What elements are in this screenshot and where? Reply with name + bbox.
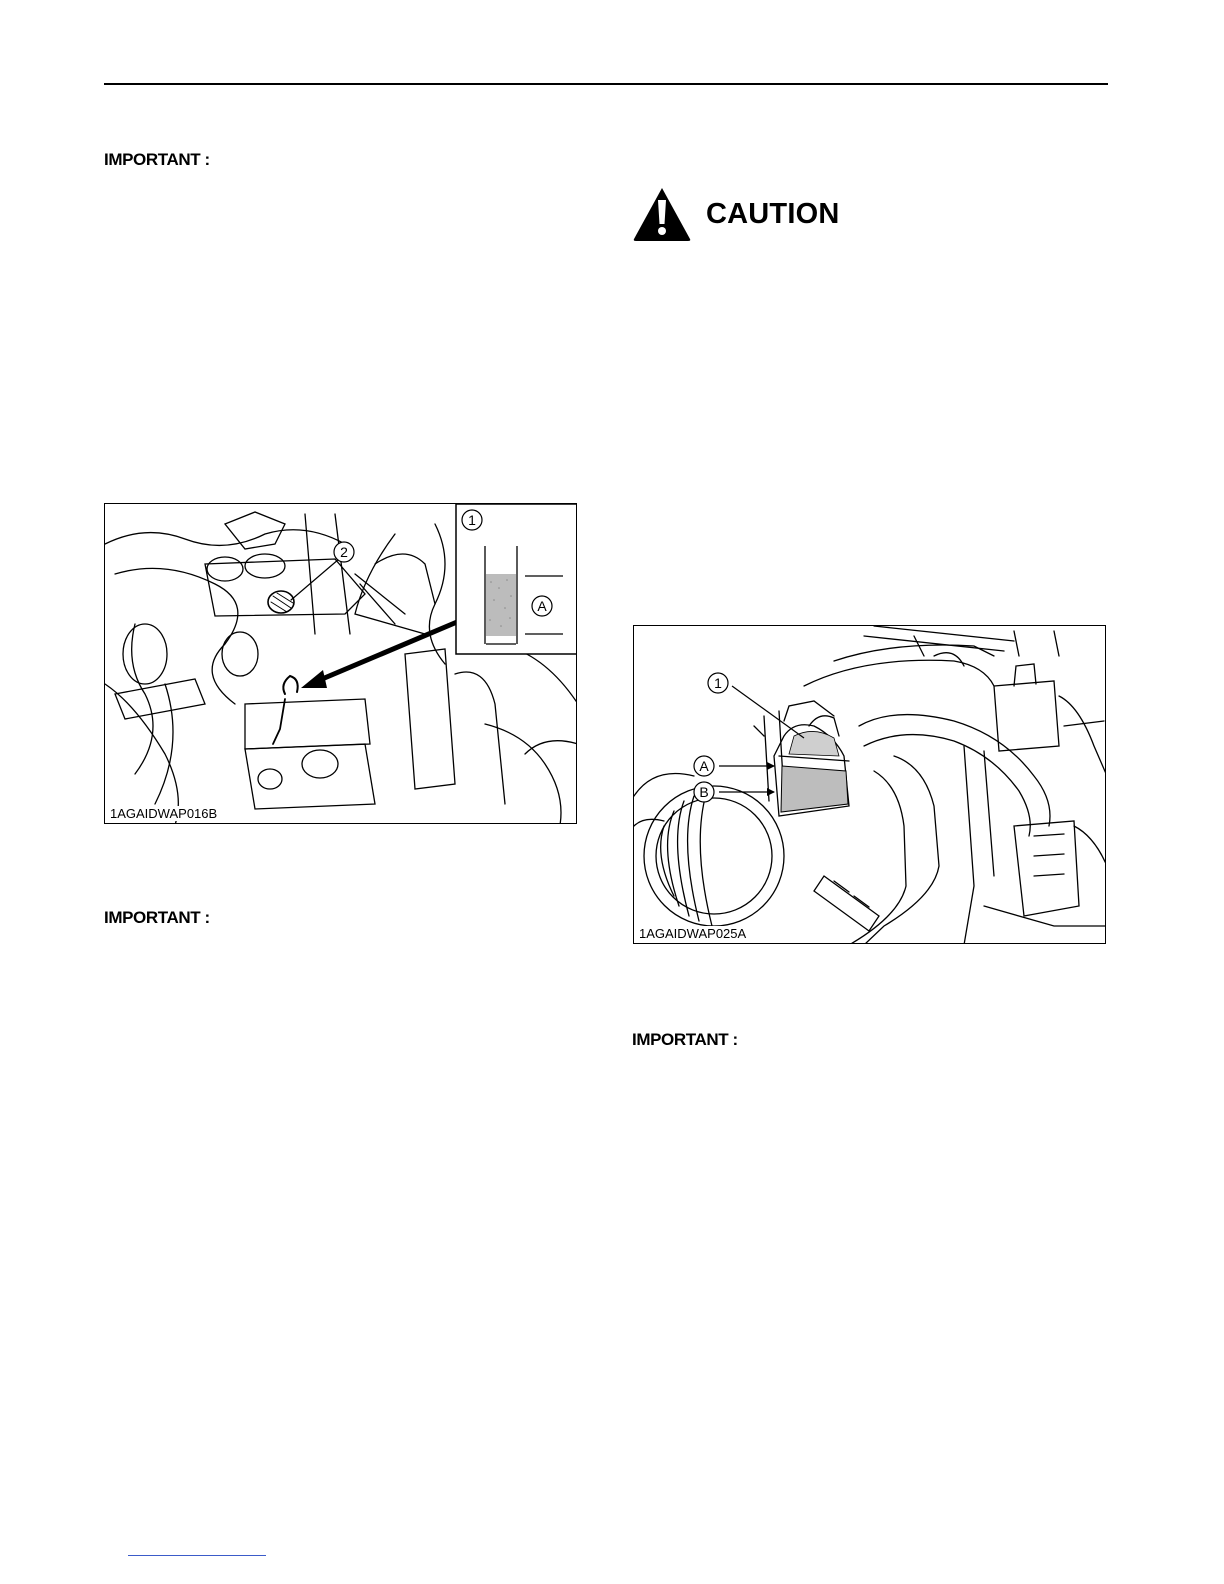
figure-1-code: 1AGAIDWAP016B — [110, 806, 220, 821]
callout-2: 2 — [340, 544, 348, 560]
figure-radiator-coolant-level — [633, 625, 1106, 944]
important-heading-1: IMPORTANT : — [104, 150, 210, 169]
footer-link-underline[interactable] — [128, 1555, 266, 1556]
figure-1-illustration — [105, 504, 577, 824]
callout-1: 1 — [468, 512, 476, 528]
callout-b: B — [699, 784, 709, 800]
figure-2-code: 1AGAIDWAP025A — [639, 926, 749, 941]
important-heading-3: IMPORTANT : — [632, 1030, 738, 1049]
warning-triangle-icon — [632, 186, 692, 242]
figure-transmission-oil-level — [104, 503, 577, 824]
important-heading-2: IMPORTANT : — [104, 908, 210, 927]
caution-heading: CAUTION — [706, 197, 840, 230]
callout-1: 1 — [714, 675, 722, 691]
caution-banner — [632, 186, 840, 242]
callout-a: A — [537, 598, 547, 614]
figure-2-illustration — [634, 626, 1106, 944]
header-rule — [104, 83, 1108, 85]
callout-a: A — [699, 758, 709, 774]
